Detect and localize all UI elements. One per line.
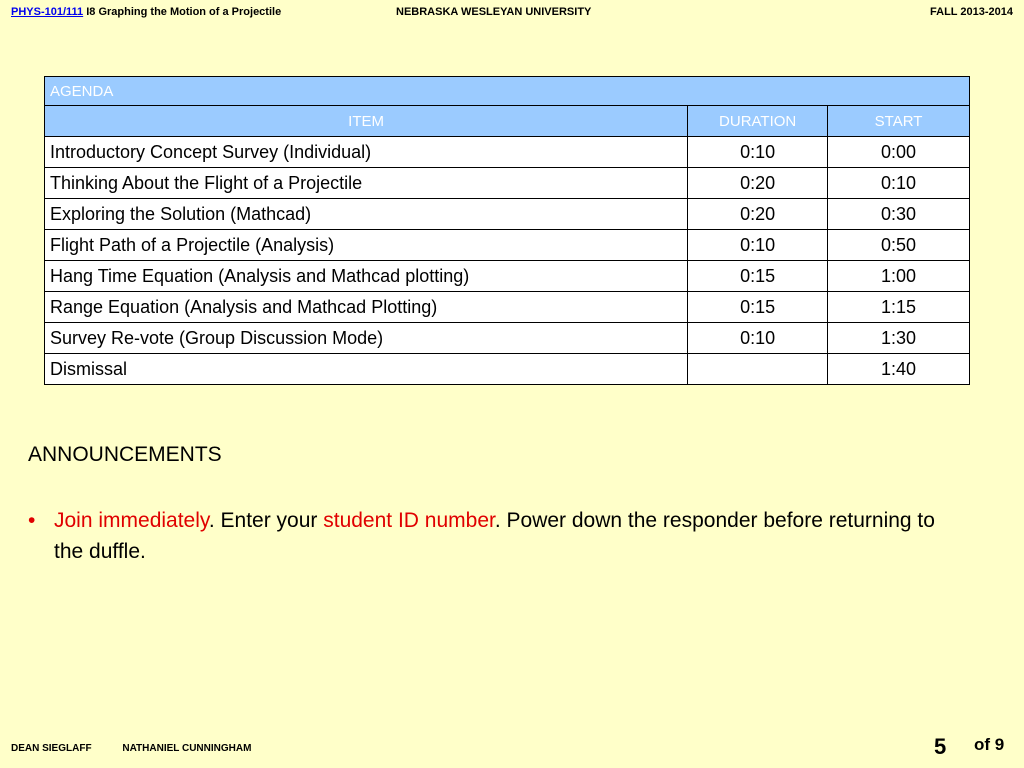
agenda-item-cell: Exploring the Solution (Mathcad): [45, 199, 688, 230]
table-row: [45, 199, 970, 230]
agenda-item-cell: Flight Path of a Projectile (Analysis): [45, 230, 688, 261]
agenda-start-cell: 0:10: [828, 168, 970, 199]
agenda-start-cell: 1:30: [828, 323, 970, 354]
term-label: FALL 2013-2014: [930, 6, 1013, 18]
agenda-title: AGENDA: [45, 77, 970, 106]
table-row: [45, 230, 970, 261]
header-course: [11, 6, 281, 18]
page-number: 5: [934, 734, 947, 759]
agenda-duration-cell: 0:10: [688, 137, 828, 168]
table-row: [45, 354, 970, 385]
course-link[interactable]: PHYS-101/111: [11, 6, 84, 18]
agenda-item-cell: Dismissal: [45, 354, 688, 385]
agenda-duration-cell: 0:10: [688, 323, 828, 354]
agenda-duration-cell: 0:10: [688, 230, 828, 261]
agenda-duration-cell: 0:15: [688, 261, 828, 292]
enter-your-text: . Enter your: [208, 509, 324, 532]
agenda-start-cell: 1:00: [828, 261, 970, 292]
agenda-duration-cell: [688, 354, 828, 385]
table-row: [45, 292, 970, 323]
power-down-text: . Power down the responder before returning to the duffle.: [54, 509, 935, 563]
bullet-dot-icon: •: [28, 509, 36, 532]
agenda-item-cell: Introductory Concept Survey (Individual): [45, 137, 688, 168]
column-header-duration: DURATION: [688, 106, 828, 137]
column-header-item: ITEM: [45, 106, 688, 137]
join-immediately-text: Join immediately: [54, 509, 209, 532]
agenda-item-cell: Range Equation (Analysis and Mathcad Plotting): [45, 292, 688, 323]
bullet-text: [54, 505, 948, 567]
agenda-item-cell: Survey Re-vote (Group Discussion Mode): [45, 323, 688, 354]
table-row: [45, 323, 970, 354]
agenda-item-cell: Hang Time Equation (Analysis and Mathcad plotting): [45, 261, 688, 292]
table-row: [45, 168, 970, 199]
table-row: [45, 137, 970, 168]
column-header-start: START: [828, 106, 970, 137]
agenda-start-cell: 0:00: [828, 137, 970, 168]
agenda-start-cell: 0:50: [828, 230, 970, 261]
table-row: [45, 261, 970, 292]
announcements-title: ANNOUNCEMENTS: [28, 443, 222, 466]
author-name: NATHANIEL CUNNINGHAM: [122, 743, 252, 754]
agenda-start-cell: 1:15: [828, 292, 970, 323]
agenda-start-cell: 1:40: [828, 354, 970, 385]
agenda-item-cell: Thinking About the Flight of a Projectile: [45, 168, 688, 199]
lesson-title: I8 Graphing the Motion of a Projectile: [86, 6, 282, 18]
agenda-duration-cell: 0:15: [688, 292, 828, 323]
agenda-duration-cell: 0:20: [688, 168, 828, 199]
page-total: of 9: [974, 735, 1005, 754]
footer-authors: [11, 743, 279, 754]
agenda-duration-cell: 0:20: [688, 199, 828, 230]
agenda-start-cell: 0:30: [828, 199, 970, 230]
author-name: DEAN SIEGLAFF: [11, 743, 92, 754]
announcement-bullet: [28, 505, 948, 567]
university-name: NEBRASKA WESLEYAN UNIVERSITY: [396, 6, 592, 18]
agenda-table: [44, 76, 970, 385]
student-id-text: student ID number: [323, 509, 495, 532]
